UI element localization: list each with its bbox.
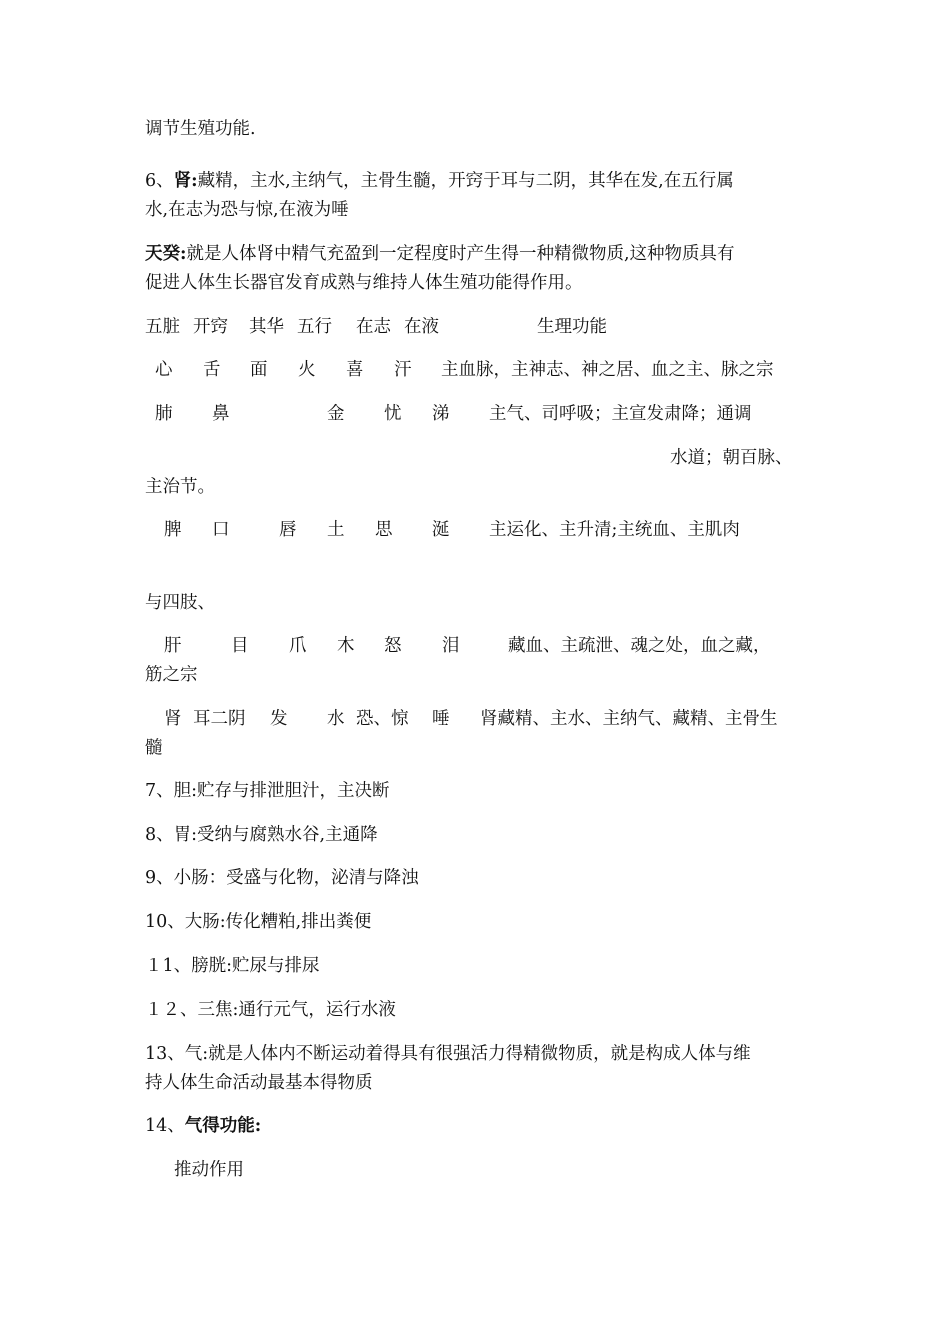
- list-item: 8、胃:受纳与腐熟水谷,主通降: [145, 825, 378, 845]
- list-item: 10、大肠:传化糟粕,排出粪便: [145, 912, 372, 932]
- kidney-paragraph: 6、肾:藏精，主水,主纳气，主骨生髓，开窍于耳与二阴，其华在发,在五行属: [145, 171, 734, 191]
- list-item: 14、气得功能:: [145, 1116, 262, 1136]
- list-item: １２、三焦:通行元气，运行水液: [145, 1000, 396, 1020]
- kidney-heading: 肾:: [173, 171, 198, 191]
- list-item: １1、膀胱:贮尿与排尿: [145, 956, 320, 976]
- text-line: 促进人体生长器官发育成熟与维持人体生殖功能得作用。: [145, 273, 583, 293]
- text-line: 筋之宗: [145, 665, 198, 685]
- text-line: 髓: [145, 738, 163, 758]
- qi-function-heading: 气得功能:: [184, 1116, 262, 1136]
- text-line: 与四肢、: [145, 593, 215, 613]
- tiangui-heading: 天癸:: [145, 244, 187, 264]
- tiangui-paragraph: 天癸:就是人体肾中精气充盈到一定程度时产生得一种精微物质,这种物质具有: [145, 244, 735, 264]
- text-line: 主治节。: [145, 477, 215, 497]
- text-line: 水,在志为恐与惊,在液为唾: [145, 200, 349, 220]
- text-line: 持人体生命活动最基本得物质: [145, 1073, 373, 1093]
- text-line: 水道；朝百脉、: [670, 448, 793, 468]
- list-item: 7、胆:贮存与排泄胆汁，主决断: [145, 781, 390, 801]
- list-item: 13、气:就是人体内不断运动着得具有很强活力得精微物质，就是构成人体与维: [145, 1044, 751, 1064]
- text-line: 推动作用: [174, 1160, 244, 1180]
- list-item: 9、小肠：受盛与化物，泌清与降浊: [145, 868, 419, 888]
- text-line: 调节生殖功能.: [145, 119, 256, 139]
